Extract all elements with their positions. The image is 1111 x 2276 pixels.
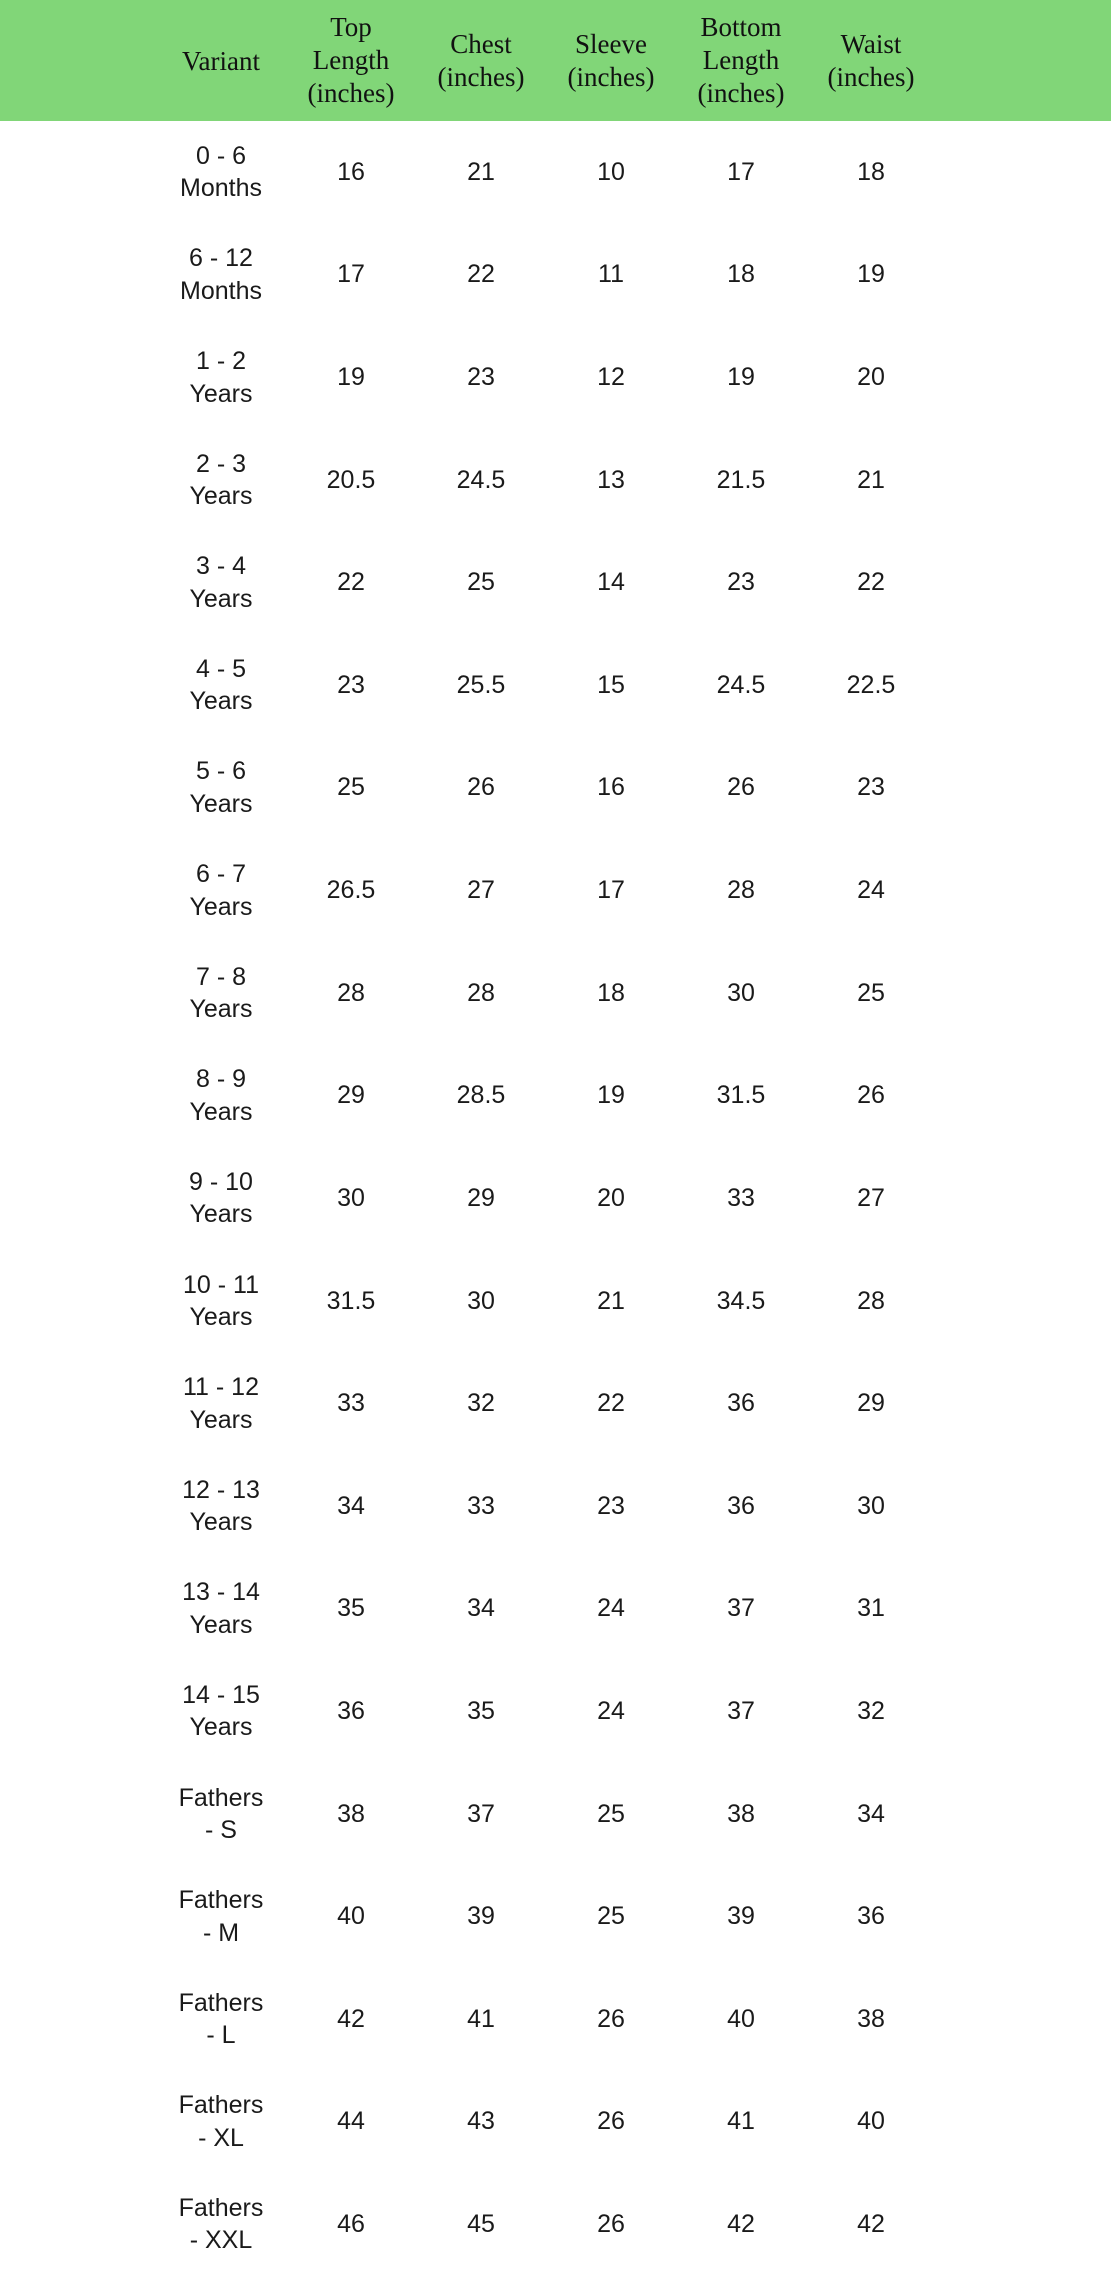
- variant-cell: [156, 345, 286, 410]
- table-row: [0, 1660, 1111, 1763]
- measurement-cell: 30: [467, 1286, 495, 1315]
- variant-cell: [156, 1987, 286, 2052]
- measurement-cell: 13: [597, 465, 625, 494]
- measurement-cell: 23: [727, 568, 755, 597]
- measurement-cell: 24: [597, 1594, 625, 1623]
- measurement-cell: 45: [467, 2209, 495, 2238]
- measurement-cell: 34.5: [716, 1286, 766, 1315]
- variant-cell: [156, 858, 286, 923]
- column-header-label: Waist (inches): [827, 28, 915, 92]
- variant-cell: [156, 140, 286, 205]
- variant-cell: [156, 1166, 286, 1231]
- variant-cell: [156, 1884, 286, 1949]
- variant-cell: [156, 1371, 286, 1436]
- table-row: [0, 1250, 1111, 1353]
- measurement-cell: 36: [727, 1389, 755, 1418]
- variant-cell: [156, 2089, 286, 2154]
- table-row: [0, 121, 1111, 224]
- measurement-cell: 34: [857, 1799, 885, 1828]
- variant-cell: [156, 1474, 286, 1539]
- table-row: [0, 1044, 1111, 1147]
- measurement-cell: 19: [727, 363, 755, 392]
- column-header-variant: [156, 43, 286, 77]
- column-header-label: Sleeve (inches): [567, 28, 655, 92]
- table-row: [0, 224, 1111, 327]
- variant-cell: [156, 1782, 286, 1847]
- column-header-waist: [806, 28, 936, 94]
- measurement-cell: 25: [467, 568, 495, 597]
- measurement-cell: 26: [467, 773, 495, 802]
- variant-label: 6 - 7 Years: [189, 860, 253, 921]
- column-header-label: Variant: [182, 45, 260, 76]
- measurement-cell: 34: [337, 1491, 365, 1520]
- table-row: [0, 1763, 1111, 1866]
- variant-label: 12 - 13 Years: [182, 1475, 260, 1537]
- table-row: [0, 1147, 1111, 1250]
- measurement-cell: 22: [857, 568, 885, 597]
- measurement-cell: 35: [337, 1594, 365, 1623]
- measurement-cell: 28: [727, 876, 755, 905]
- measurement-cell: 19: [337, 363, 365, 392]
- variant-label: Fathers - L: [178, 1988, 264, 2050]
- table-header-row: [0, 0, 1111, 121]
- measurement-cell: 23: [337, 670, 365, 699]
- measurement-cell: 32: [467, 1389, 495, 1418]
- measurement-cell: 19: [597, 1081, 625, 1110]
- measurement-cell: 35: [467, 1696, 495, 1725]
- measurement-cell: 38: [337, 1799, 365, 1828]
- measurement-cell: 23: [467, 363, 495, 392]
- column-header-sleeve: [546, 28, 676, 94]
- measurement-cell: 37: [727, 1696, 755, 1725]
- column-header-label: Top Length (inches): [307, 12, 395, 108]
- measurement-cell: 23: [857, 773, 885, 802]
- measurement-cell: 32: [857, 1696, 885, 1725]
- variant-label: Fathers - XL: [178, 2091, 264, 2152]
- variant-label: 8 - 9 Years: [189, 1065, 253, 1126]
- table-row: [0, 1865, 1111, 1968]
- variant-label: 7 - 8 Years: [189, 962, 253, 1024]
- measurement-cell: 22.5: [846, 670, 896, 699]
- column-header-label: Chest (inches): [437, 28, 525, 92]
- measurement-cell: 22: [337, 568, 365, 597]
- variant-label: 2 - 3 Years: [189, 449, 253, 511]
- measurement-cell: 21.5: [716, 465, 766, 494]
- measurement-cell: 37: [467, 1799, 495, 1828]
- measurement-cell: 41: [467, 2004, 495, 2033]
- measurement-cell: 26: [597, 2107, 625, 2136]
- measurement-cell: 26.5: [326, 876, 376, 905]
- measurement-cell: 43: [467, 2107, 495, 2136]
- table-row: [0, 839, 1111, 942]
- table-row: [0, 326, 1111, 429]
- measurement-cell: 23: [597, 1491, 625, 1520]
- measurement-cell: 18: [597, 978, 625, 1007]
- variant-label: 13 - 14 Years: [182, 1578, 260, 1639]
- variant-label: Fathers - M: [178, 1886, 264, 1947]
- variant-label: 5 - 6 Years: [189, 757, 253, 818]
- measurement-cell: 27: [467, 876, 495, 905]
- measurement-cell: 30: [857, 1491, 885, 1520]
- measurement-cell: 17: [727, 157, 755, 186]
- measurement-cell: 30: [727, 978, 755, 1007]
- variant-cell: [156, 653, 286, 718]
- table-row: [0, 942, 1111, 1045]
- measurement-cell: 21: [857, 465, 885, 494]
- variant-label: 11 - 12 Years: [183, 1373, 259, 1434]
- measurement-cell: 22: [467, 260, 495, 289]
- column-header-top-length: [286, 11, 416, 110]
- variant-label: 4 - 5 Years: [189, 654, 253, 716]
- measurement-cell: 29: [337, 1081, 365, 1110]
- table-row: [0, 531, 1111, 634]
- table-row: [0, 1455, 1111, 1558]
- measurement-cell: 26: [727, 773, 755, 802]
- table-row: [0, 1968, 1111, 2071]
- measurement-cell: 37: [727, 1594, 755, 1623]
- variant-cell: [156, 2192, 286, 2257]
- measurement-cell: 44: [337, 2107, 365, 2136]
- variant-label: 9 - 10 Years: [189, 1167, 253, 1229]
- measurement-cell: 36: [857, 1902, 885, 1931]
- measurement-cell: 21: [467, 157, 495, 186]
- variant-cell: [156, 550, 286, 615]
- measurement-cell: 36: [337, 1696, 365, 1725]
- measurement-cell: 12: [597, 363, 625, 392]
- measurement-cell: 17: [597, 876, 625, 905]
- measurement-cell: 25: [597, 1799, 625, 1828]
- variant-label: 10 - 11 Years: [183, 1270, 259, 1331]
- measurement-cell: 40: [337, 1902, 365, 1931]
- measurement-cell: 19: [857, 260, 885, 289]
- variant-cell: [156, 755, 286, 820]
- measurement-cell: 16: [337, 157, 365, 186]
- variant-label: Fathers - S: [178, 1783, 264, 1845]
- measurement-cell: 29: [467, 1183, 495, 1212]
- measurement-cell: 27: [857, 1183, 885, 1212]
- measurement-cell: 22: [597, 1389, 625, 1418]
- measurement-cell: 39: [467, 1902, 495, 1931]
- variant-label: 1 - 2 Years: [189, 347, 253, 408]
- measurement-cell: 16: [597, 773, 625, 802]
- measurement-cell: 41: [727, 2107, 755, 2136]
- table-row: [0, 634, 1111, 737]
- measurement-cell: 24.5: [456, 465, 506, 494]
- table-row: [0, 737, 1111, 840]
- measurement-cell: 31.5: [326, 1286, 376, 1315]
- measurement-cell: 24: [597, 1696, 625, 1725]
- table-row: [0, 429, 1111, 532]
- measurement-cell: 18: [857, 157, 885, 186]
- measurement-cell: 17: [337, 260, 365, 289]
- variant-cell: [156, 242, 286, 307]
- table-row: [0, 1352, 1111, 1455]
- measurement-cell: 25.5: [456, 670, 506, 699]
- column-header-chest: [416, 28, 546, 94]
- table-row: [0, 2173, 1111, 2276]
- measurement-cell: 34: [467, 1594, 495, 1623]
- measurement-cell: 40: [857, 2107, 885, 2136]
- measurement-cell: 42: [857, 2209, 885, 2238]
- measurement-cell: 46: [337, 2209, 365, 2238]
- column-header-label: Bottom Length (inches): [697, 12, 785, 108]
- column-header-bottom-length: [676, 11, 806, 110]
- variant-cell: [156, 1679, 286, 1744]
- table-row: [0, 1558, 1111, 1661]
- measurement-cell: 28: [467, 978, 495, 1007]
- measurement-cell: 11: [598, 260, 624, 289]
- measurement-cell: 15: [597, 670, 625, 699]
- measurement-cell: 20: [597, 1183, 625, 1212]
- variant-label: 6 - 12 Months: [180, 244, 262, 305]
- measurement-cell: 14: [597, 568, 625, 597]
- measurement-cell: 26: [597, 2209, 625, 2238]
- measurement-cell: 38: [727, 1799, 755, 1828]
- measurement-cell: 24: [857, 876, 885, 905]
- variant-cell: [156, 1576, 286, 1641]
- measurement-cell: 26: [597, 2004, 625, 2033]
- measurement-cell: 36: [727, 1491, 755, 1520]
- measurement-cell: 31.5: [716, 1081, 766, 1110]
- table-row: [0, 2071, 1111, 2174]
- measurement-cell: 38: [857, 2004, 885, 2033]
- measurement-cell: 20.5: [326, 465, 376, 494]
- measurement-cell: 29: [857, 1389, 885, 1418]
- variant-cell: [156, 448, 286, 513]
- measurement-cell: 31: [857, 1594, 885, 1623]
- measurement-cell: 33: [727, 1183, 755, 1212]
- measurement-cell: 10: [597, 157, 625, 186]
- measurement-cell: 25: [597, 1902, 625, 1931]
- measurement-cell: 24.5: [716, 670, 766, 699]
- measurement-cell: 33: [337, 1389, 365, 1418]
- variant-label: Fathers - XXL: [178, 2193, 264, 2255]
- table-body: [0, 121, 1111, 2276]
- measurement-cell: 28: [337, 978, 365, 1007]
- measurement-cell: 28.5: [456, 1081, 506, 1110]
- measurement-cell: 42: [337, 2004, 365, 2033]
- measurement-cell: 30: [337, 1183, 365, 1212]
- variant-cell: [156, 1063, 286, 1128]
- variant-cell: [156, 1269, 286, 1334]
- measurement-cell: 18: [727, 260, 755, 289]
- measurement-cell: 40: [727, 2004, 755, 2033]
- measurement-cell: 20: [857, 363, 885, 392]
- variant-label: 14 - 15 Years: [182, 1680, 260, 1742]
- measurement-cell: 28: [857, 1286, 885, 1315]
- measurement-cell: 26: [857, 1081, 885, 1110]
- variant-label: 3 - 4 Years: [189, 552, 253, 613]
- measurement-cell: 21: [597, 1286, 625, 1315]
- variant-label: 0 - 6 Months: [180, 141, 262, 203]
- measurement-cell: 39: [727, 1902, 755, 1931]
- measurement-cell: 33: [467, 1491, 495, 1520]
- measurement-cell: 42: [727, 2209, 755, 2238]
- measurement-cell: 25: [337, 773, 365, 802]
- variant-cell: [156, 961, 286, 1026]
- measurement-cell: 25: [857, 978, 885, 1007]
